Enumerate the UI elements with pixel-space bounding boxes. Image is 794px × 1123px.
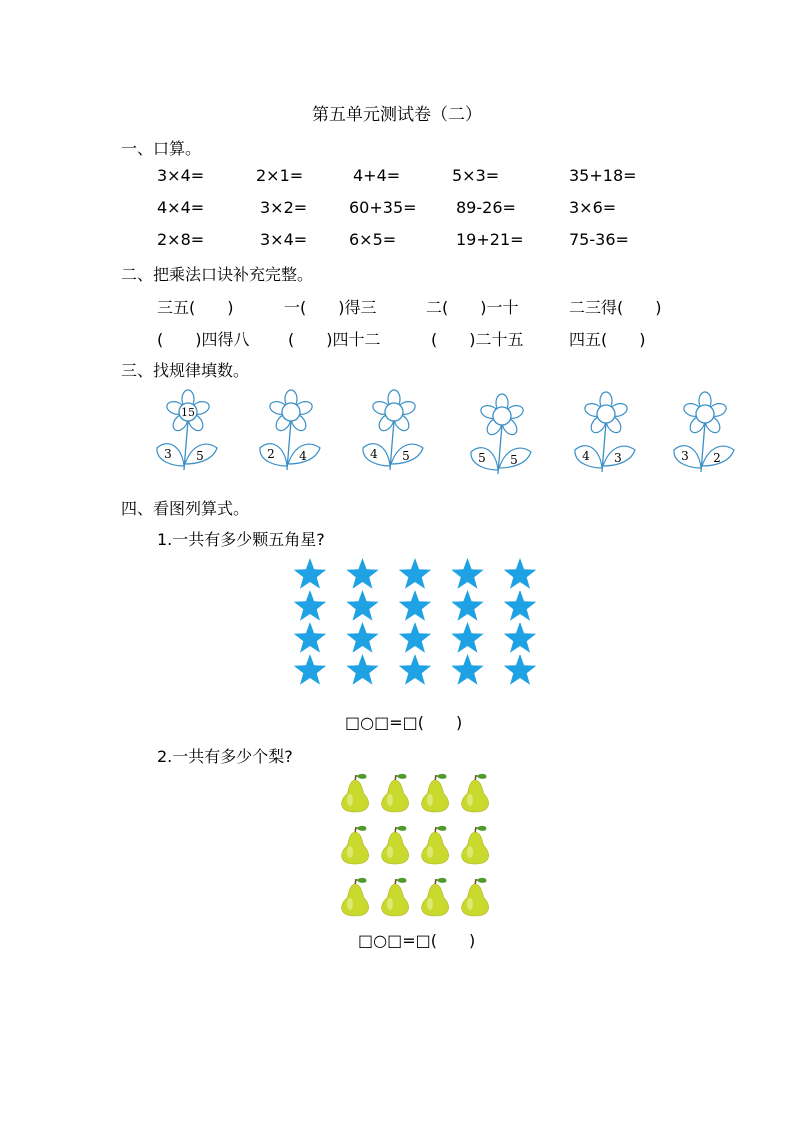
flower-center bbox=[696, 405, 714, 423]
formula-stars: □○□=□( ) bbox=[345, 713, 463, 732]
section3-heading: 三、找规律填数。 bbox=[121, 361, 250, 380]
star-icon bbox=[504, 558, 536, 589]
pear-body bbox=[422, 884, 449, 916]
left-leaf-number: 4 bbox=[370, 447, 378, 461]
flower-center-number: 15 bbox=[181, 406, 195, 419]
question-stars: 1.一共有多少颗五角星? bbox=[157, 530, 325, 549]
stars-grid bbox=[292, 558, 554, 694]
calc-item: 89-26= bbox=[456, 198, 516, 217]
flower-figure bbox=[671, 394, 737, 476]
star-icon bbox=[399, 558, 431, 589]
calc-item: 2×8= bbox=[157, 230, 205, 249]
right-leaf-number: 2 bbox=[713, 451, 721, 465]
right-leaf-number: 5 bbox=[510, 453, 518, 467]
pear-highlight bbox=[427, 846, 433, 858]
pear-icon bbox=[422, 878, 449, 916]
left-leaf-number: 2 bbox=[267, 447, 275, 461]
pear-highlight bbox=[347, 794, 353, 806]
pear-leaf bbox=[436, 878, 446, 883]
pear-leaf bbox=[436, 774, 446, 779]
rhyme-item: 三五( ) bbox=[157, 298, 234, 317]
star-icon bbox=[346, 558, 378, 589]
calc-item: 3×4= bbox=[157, 166, 205, 185]
pear-icon bbox=[342, 826, 369, 864]
pear-highlight bbox=[427, 898, 433, 910]
star-icon bbox=[451, 590, 483, 621]
calc-item: 6×5= bbox=[349, 230, 397, 249]
left-leaf-number: 5 bbox=[478, 451, 486, 465]
pear-body bbox=[382, 884, 409, 916]
star-icon bbox=[451, 558, 483, 589]
pear-body bbox=[422, 832, 449, 864]
rhyme-item: 四五( ) bbox=[569, 330, 646, 349]
flower-figure bbox=[154, 392, 220, 474]
star-icon bbox=[399, 622, 431, 653]
pear-highlight bbox=[387, 898, 393, 910]
star-icon bbox=[504, 622, 536, 653]
pear-leaf bbox=[476, 774, 486, 779]
flower-figure bbox=[572, 394, 638, 476]
pear-icon bbox=[382, 826, 409, 864]
pear-icon bbox=[342, 774, 369, 812]
calc-item: 4+4= bbox=[353, 166, 401, 185]
page-title: 第五单元测试卷（二） bbox=[312, 105, 482, 125]
flower-figure bbox=[468, 396, 534, 478]
rhyme-item: ( )二十五 bbox=[431, 330, 524, 349]
pear-highlight bbox=[427, 794, 433, 806]
calc-item: 19+21= bbox=[456, 230, 524, 249]
star-icon bbox=[504, 590, 536, 621]
pear-icon bbox=[422, 774, 449, 812]
flower-center bbox=[597, 405, 615, 423]
calc-item: 5×3= bbox=[452, 166, 500, 185]
flower-center bbox=[493, 407, 511, 425]
flower-figure bbox=[360, 392, 426, 474]
calc-item: 3×4= bbox=[260, 230, 308, 249]
pear-body bbox=[462, 832, 489, 864]
rhyme-item: 二( )一十 bbox=[426, 298, 519, 317]
pear-icon bbox=[382, 774, 409, 812]
star-icon bbox=[399, 654, 431, 685]
pear-leaf bbox=[356, 774, 366, 779]
right-leaf-number: 3 bbox=[614, 451, 622, 465]
pear-leaf bbox=[396, 878, 406, 883]
rhyme-item: 二三得( ) bbox=[569, 298, 662, 317]
calc-item: 3×6= bbox=[569, 198, 617, 217]
star-icon bbox=[504, 654, 536, 685]
star-icon bbox=[294, 622, 326, 653]
right-leaf-number: 5 bbox=[196, 449, 204, 463]
star-icon bbox=[346, 654, 378, 685]
calc-item: 60+35= bbox=[349, 198, 417, 217]
calc-item: 35+18= bbox=[569, 166, 637, 185]
star-icon bbox=[294, 558, 326, 589]
calc-item: 2×1= bbox=[256, 166, 304, 185]
pear-leaf bbox=[396, 774, 406, 779]
star-icon bbox=[451, 622, 483, 653]
pear-body bbox=[342, 780, 369, 812]
left-leaf-number: 3 bbox=[681, 449, 689, 463]
section4-heading: 四、看图列算式。 bbox=[121, 499, 250, 518]
calc-item: 3×2= bbox=[260, 198, 308, 217]
pear-leaf bbox=[396, 826, 406, 831]
formula-pears: □○□=□( ) bbox=[358, 931, 476, 950]
right-leaf-number: 4 bbox=[299, 449, 307, 463]
pear-icon bbox=[462, 826, 489, 864]
pear-body bbox=[422, 780, 449, 812]
right-leaf-number: 5 bbox=[402, 449, 410, 463]
pear-highlight bbox=[347, 898, 353, 910]
pear-body bbox=[462, 884, 489, 916]
star-icon bbox=[451, 654, 483, 685]
section1-heading: 一、口算。 bbox=[121, 139, 202, 158]
pear-icon bbox=[462, 878, 489, 916]
pear-icon bbox=[462, 774, 489, 812]
rhyme-item: ( )四得八 bbox=[157, 330, 250, 349]
pear-body bbox=[382, 832, 409, 864]
flower-center bbox=[385, 403, 403, 421]
pears-grid bbox=[338, 768, 498, 916]
star-icon bbox=[346, 590, 378, 621]
pear-leaf bbox=[436, 826, 446, 831]
star-icon bbox=[399, 590, 431, 621]
pear-icon bbox=[422, 826, 449, 864]
question-pears: 2.一共有多少个梨? bbox=[157, 747, 293, 766]
star-icon bbox=[294, 654, 326, 685]
pear-leaf bbox=[356, 826, 366, 831]
rhyme-item: ( )四十二 bbox=[288, 330, 381, 349]
pear-highlight bbox=[467, 846, 473, 858]
pear-body bbox=[382, 780, 409, 812]
left-leaf-number: 4 bbox=[582, 449, 590, 463]
pear-highlight bbox=[467, 898, 473, 910]
pear-icon bbox=[382, 878, 409, 916]
pear-highlight bbox=[467, 794, 473, 806]
pear-icon bbox=[342, 878, 369, 916]
star-icon bbox=[346, 622, 378, 653]
pear-leaf bbox=[476, 826, 486, 831]
pear-leaf bbox=[476, 878, 486, 883]
pear-body bbox=[342, 832, 369, 864]
pear-body bbox=[342, 884, 369, 916]
pear-leaf bbox=[356, 878, 366, 883]
calc-item: 75-36= bbox=[569, 230, 629, 249]
calc-item: 4×4= bbox=[157, 198, 205, 217]
rhyme-item: 一( )得三 bbox=[284, 298, 377, 317]
flower-figure bbox=[257, 392, 323, 474]
pear-body bbox=[462, 780, 489, 812]
section2-heading: 二、把乘法口诀补充完整。 bbox=[121, 265, 314, 284]
pear-highlight bbox=[387, 794, 393, 806]
left-leaf-number: 3 bbox=[164, 447, 172, 461]
flower-center bbox=[282, 403, 300, 421]
star-icon bbox=[294, 590, 326, 621]
pear-highlight bbox=[347, 846, 353, 858]
pear-highlight bbox=[387, 846, 393, 858]
